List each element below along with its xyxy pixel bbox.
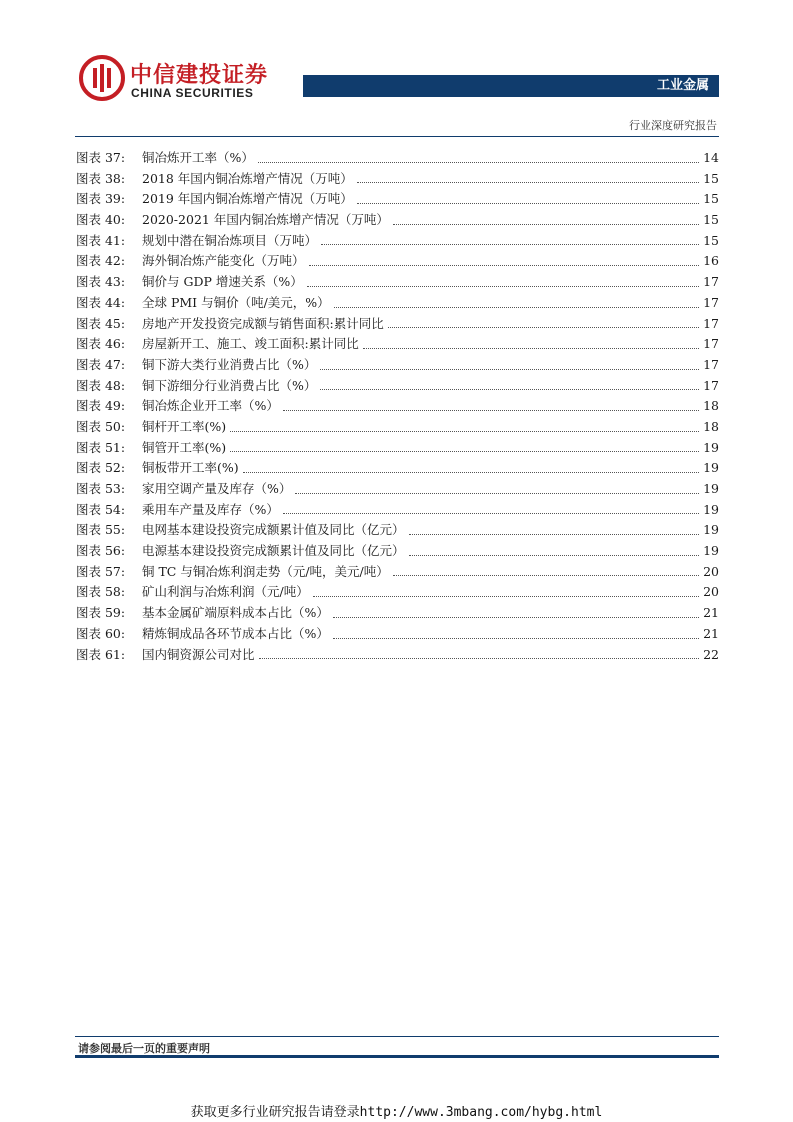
toc-entry-page: 17 <box>703 315 719 331</box>
toc-entry[interactable] <box>76 334 719 355</box>
toc-entry-label: 图表 49: <box>76 398 126 414</box>
toc-dot-leader <box>313 595 699 597</box>
toc-entry-page: 17 <box>703 356 719 372</box>
figure-index-list <box>76 148 719 665</box>
footer-divider-thick <box>75 1055 719 1058</box>
toc-dot-leader <box>283 409 699 411</box>
toc-entry-title: 全球 PMI 与铜价（吨/美元，%） <box>142 294 330 310</box>
toc-dot-leader <box>283 512 699 514</box>
toc-entry-page: 15 <box>703 212 719 228</box>
toc-entry-label: 图表 38: <box>76 170 126 186</box>
toc-entry-title: 铜下游细分行业消费占比（%） <box>142 377 317 393</box>
toc-entry-page: 14 <box>703 150 719 165</box>
toc-entry[interactable] <box>76 562 719 583</box>
toc-entry-title: 铜下游大类行业消费占比（%） <box>142 356 317 372</box>
promo-link[interactable]: 获取更多行业研究报告请登录http://www.3mbang.com/hybg.html <box>190 1105 603 1120</box>
toc-entry[interactable] <box>76 541 719 562</box>
toc-dot-leader <box>393 223 699 225</box>
toc-entry-page: 15 <box>703 170 719 186</box>
toc-entry-page: 16 <box>703 253 719 269</box>
toc-entry-label: 图表 41: <box>76 232 126 248</box>
toc-entry-title: 2019 年国内铜冶炼增产情况（万吨） <box>142 191 353 207</box>
toc-entry-page: 19 <box>703 501 719 517</box>
toc-entry-label: 图表 51: <box>76 439 126 455</box>
toc-entry-title: 乘用车产量及库存（%） <box>142 501 279 517</box>
toc-dot-leader <box>307 285 699 287</box>
toc-entry-label: 图表 40: <box>76 212 126 228</box>
toc-entry[interactable] <box>76 624 719 645</box>
toc-entry-title: 铜冶炼企业开工率（%） <box>142 398 279 414</box>
toc-entry-page: 18 <box>703 398 719 414</box>
toc-entry[interactable] <box>76 479 719 500</box>
toc-entry[interactable] <box>76 293 719 314</box>
toc-entry-title: 铜管开工率(%) <box>142 439 227 455</box>
toc-entry-page: 22 <box>703 646 719 662</box>
china-securities-logo-icon <box>78 54 126 102</box>
toc-entry[interactable] <box>76 148 719 169</box>
toc-entry-label: 图表 60: <box>76 625 126 641</box>
toc-entry-page: 17 <box>703 274 719 290</box>
toc-entry-label: 图表 50: <box>76 418 126 434</box>
toc-entry-label: 图表 44: <box>76 294 126 310</box>
toc-entry[interactable] <box>76 500 719 521</box>
toc-dot-leader <box>309 264 700 266</box>
toc-entry[interactable] <box>76 645 719 666</box>
toc-dot-leader <box>258 161 699 163</box>
toc-dot-leader <box>333 637 699 639</box>
toc-entry-page: 18 <box>703 418 719 434</box>
toc-entry[interactable] <box>76 169 719 190</box>
toc-entry[interactable] <box>76 272 719 293</box>
toc-dot-leader <box>320 368 699 370</box>
toc-entry-label: 图表 45: <box>76 315 126 331</box>
toc-entry-title: 房屋新开工、施工、竣工面积:累计同比 <box>142 336 359 352</box>
toc-entry-label: 图表 56: <box>76 543 126 559</box>
toc-entry-title: 房地产开发投资完成额与销售面积:累计同比 <box>142 315 384 331</box>
toc-entry-page: 20 <box>703 563 719 579</box>
toc-entry-label: 图表 47: <box>76 356 126 372</box>
toc-entry-label: 图表 42: <box>76 253 126 269</box>
toc-dot-leader <box>334 306 699 308</box>
toc-dot-leader <box>259 657 700 659</box>
toc-entry-title: 铜杆开工率(%) <box>142 418 227 434</box>
toc-dot-leader <box>388 326 699 328</box>
toc-entry-label: 图表 48: <box>76 377 126 393</box>
toc-entry[interactable] <box>76 231 719 252</box>
toc-entry-page: 15 <box>703 232 719 248</box>
toc-entry-page: 20 <box>703 584 719 600</box>
toc-dot-leader <box>409 554 700 556</box>
toc-entry-title: 规划中潜在铜冶炼项目（万吨） <box>142 232 318 248</box>
toc-entry-label: 图表 61: <box>76 646 126 662</box>
toc-entry[interactable] <box>76 314 719 335</box>
toc-entry-title: 家用空调产量及库存（%） <box>142 481 292 496</box>
toc-dot-leader <box>243 471 699 473</box>
page-header <box>0 0 793 140</box>
disclaimer-note: 请参阅最后一页的重要声明 <box>78 1042 210 1055</box>
toc-dot-leader <box>295 492 699 494</box>
brand-name-cn: 中信建投证券 <box>130 63 269 88</box>
toc-dot-leader <box>230 450 699 452</box>
toc-entry-title: 海外铜冶炼产能变化（万吨） <box>142 253 305 269</box>
toc-entry-title: 铜价与 GDP 增速关系（%） <box>142 274 303 290</box>
report-type: 行业深度研究报告 <box>629 119 717 132</box>
toc-entry-title: 铜冶炼开工率（%） <box>142 150 254 165</box>
toc-entry-title: 基本金属矿端原料成本占比（%） <box>142 605 329 621</box>
section-banner: 工业金属 <box>303 75 719 97</box>
toc-dot-leader <box>320 388 699 390</box>
toc-entry[interactable] <box>76 251 719 272</box>
toc-dot-leader <box>363 347 699 349</box>
toc-entry-label: 图表 57: <box>76 563 126 579</box>
toc-entry-title: 国内铜资源公司对比 <box>142 646 255 662</box>
toc-dot-leader <box>393 574 699 576</box>
toc-dot-leader <box>357 181 699 183</box>
toc-entry-title: 精炼铜成品各环节成本占比（%） <box>142 625 329 641</box>
toc-entry[interactable] <box>76 376 719 397</box>
toc-dot-leader <box>333 616 699 618</box>
toc-entry-title: 电源基本建设投资完成额累计值及同比（亿元） <box>142 543 405 559</box>
toc-entry[interactable] <box>76 417 719 438</box>
brand-name-en: CHINA SECURITIES <box>131 86 254 100</box>
footer-divider-thin <box>75 1036 719 1037</box>
toc-dot-leader <box>230 430 699 432</box>
header-divider <box>75 136 719 137</box>
toc-entry-page: 17 <box>703 294 719 310</box>
toc-entry-label: 图表 54: <box>76 501 126 517</box>
toc-entry[interactable] <box>76 355 719 376</box>
toc-entry[interactable] <box>76 603 719 624</box>
toc-entry-label: 图表 43: <box>76 274 126 290</box>
toc-entry-label: 图表 55: <box>76 522 126 538</box>
toc-entry-label: 图表 52: <box>76 460 126 476</box>
toc-entry-title: 电网基本建设投资完成额累计值及同比（亿元） <box>142 522 405 538</box>
toc-dot-leader <box>357 202 699 204</box>
toc-entry-page: 19 <box>703 522 719 538</box>
toc-entry[interactable] <box>76 458 719 479</box>
toc-dot-leader <box>409 533 700 535</box>
toc-entry-title: 2020-2021 年国内铜冶炼增产情况（万吨） <box>142 212 389 228</box>
toc-entry-page: 17 <box>703 377 719 393</box>
toc-entry-page: 21 <box>703 625 719 641</box>
toc-entry-title: 2018 年国内铜冶炼增产情况（万吨） <box>142 170 353 186</box>
toc-entry[interactable] <box>76 210 719 231</box>
toc-entry[interactable] <box>76 582 719 603</box>
toc-entry-label: 图表 53: <box>76 481 126 496</box>
toc-entry[interactable] <box>76 520 719 541</box>
toc-entry-page: 19 <box>703 460 719 476</box>
toc-entry-label: 图表 46: <box>76 336 126 352</box>
toc-entry-title: 铜板带开工率(%) <box>142 460 239 476</box>
toc-entry[interactable] <box>76 189 719 210</box>
toc-entry-label: 图表 58: <box>76 584 126 600</box>
toc-entry-label: 图表 59: <box>76 605 126 621</box>
toc-entry-label: 图表 37: <box>76 150 126 165</box>
toc-entry-label: 图表 39: <box>76 191 126 207</box>
toc-entry[interactable] <box>76 438 719 459</box>
toc-entry-page: 19 <box>703 439 719 455</box>
toc-entry-page: 21 <box>703 605 719 621</box>
toc-dot-leader <box>321 243 699 245</box>
toc-entry-page: 15 <box>703 191 719 207</box>
toc-entry-title: 矿山利润与冶炼利润（元/吨） <box>142 584 309 600</box>
toc-entry[interactable] <box>76 396 719 417</box>
toc-entry-page: 17 <box>703 336 719 352</box>
toc-entry-page: 19 <box>703 543 719 559</box>
toc-entry-title: 铜 TC 与铜冶炼利润走势（元/吨，美元/吨） <box>142 563 389 579</box>
toc-entry-page: 19 <box>703 481 719 496</box>
